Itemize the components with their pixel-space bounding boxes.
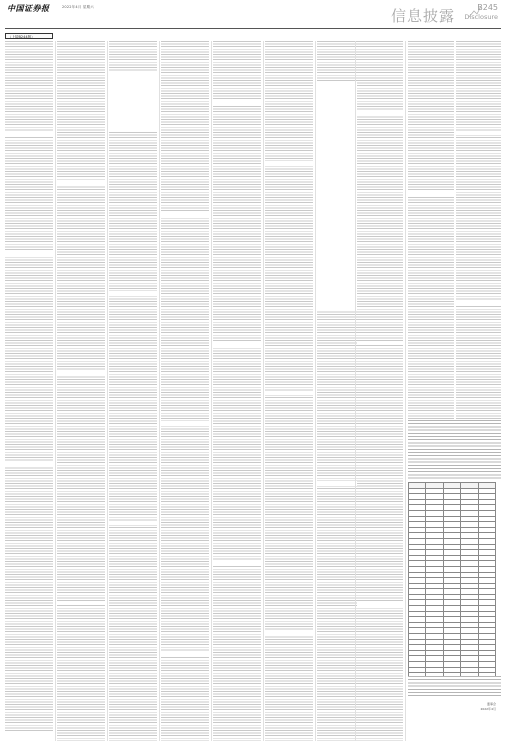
signature-line-2: 2022年4月 (480, 706, 496, 711)
text-column-1 (5, 41, 53, 741)
notice-paragraph (408, 420, 501, 480)
table (408, 482, 496, 684)
column-divider (159, 41, 160, 741)
text-column-4 (161, 41, 209, 741)
signature-line-1: 董事会 (486, 702, 496, 706)
text-column-6 (265, 41, 313, 741)
closing-paragraph (408, 676, 501, 698)
column-divider (355, 41, 356, 741)
column-divider (405, 41, 406, 741)
column-divider (315, 41, 316, 741)
text-column-10 (456, 41, 501, 421)
section-title: 信息披露 (391, 7, 456, 25)
column-divider (55, 41, 56, 741)
text-column-5 (213, 41, 261, 741)
page-number: B245 (477, 3, 498, 12)
column-divider (263, 41, 264, 741)
header-rule (5, 28, 501, 29)
issue-date: 2022年4月 星期六 (62, 5, 94, 9)
newspaper-logo: 中国证券报 (7, 3, 50, 13)
column-divider (211, 41, 212, 741)
section-english: Disclosure (464, 13, 498, 21)
data-table (408, 482, 496, 672)
text-column-3 (109, 41, 157, 741)
text-column-8 (357, 41, 403, 741)
text-column-9 (408, 41, 454, 421)
masthead (0, 0, 506, 26)
column-divider (107, 41, 108, 741)
signature-block (455, 702, 496, 711)
continued-label: （上接B244版） (5, 33, 53, 39)
text-column-2 (57, 41, 105, 741)
